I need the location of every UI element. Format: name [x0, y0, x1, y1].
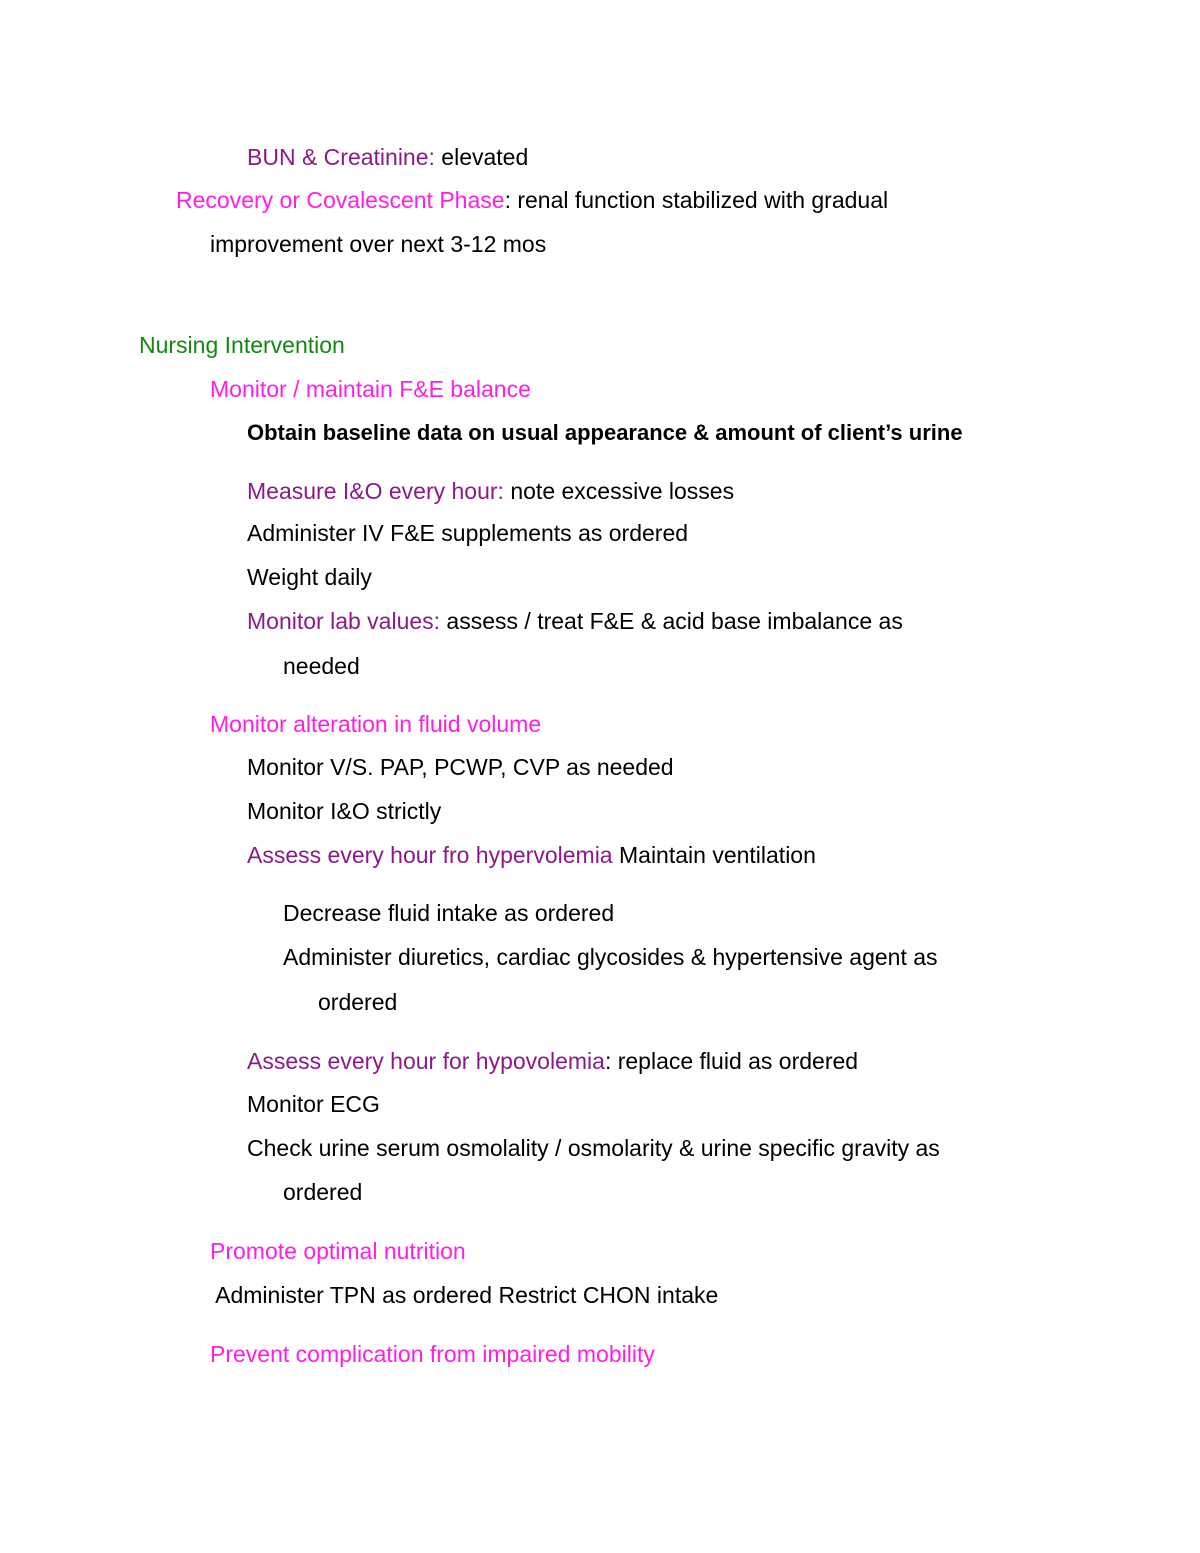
administer-diuretics-continuation: ordered [318, 989, 398, 1015]
recovery-phase-label: Recovery or Covalescent Phase [176, 187, 505, 213]
lab-values-continuation: needed [283, 653, 360, 679]
fe-balance-heading: Monitor / maintain F&E balance [210, 376, 531, 402]
measure-io-line [247, 476, 734, 506]
lab-values-text: assess / treat F&E & acid base imbalance as [440, 608, 903, 634]
hypervolemia-label: Assess every hour fro hypervolemia [247, 842, 613, 868]
measure-io-label: Measure I&O every hour: [247, 478, 504, 504]
impaired-mobility-heading: Prevent complication from impaired mobility [210, 1341, 655, 1367]
hypervolemia-line [247, 840, 816, 870]
lab-values-label: Monitor lab values: [247, 608, 441, 634]
nursing-intervention-heading: Nursing Intervention [139, 332, 345, 358]
administer-diuretics-line: Administer diuretics, cardiac glycosides & hypertensive agent as [283, 944, 938, 970]
iv-fe-supplements-line: Administer IV F&E supplements as ordered [247, 520, 689, 546]
io-strictly-line: Monitor I&O strictly [247, 798, 442, 824]
monitor-ecg-line: Monitor ECG [247, 1091, 380, 1117]
bun-creatinine-text: elevated [434, 144, 529, 170]
bun-creatinine-label: BUN & Creatinine: [247, 144, 435, 170]
hypovolemia-text: : replace fluid as ordered [604, 1048, 859, 1074]
weight-daily-line: Weight daily [247, 564, 372, 590]
baseline-data-line: Obtain baseline data on usual appearance & amount of client’s urine [247, 420, 963, 445]
monitor-vs-line: Monitor V/S. PAP, PCWP, CVP as needed [247, 754, 674, 780]
decrease-fluid-line: Decrease fluid intake as ordered [283, 900, 615, 926]
measure-io-text: note excessive losses [503, 478, 735, 504]
hypervolemia-text: Maintain ventilation [612, 842, 816, 868]
recovery-phase-continuation: improvement over next 3-12 mos [210, 231, 547, 257]
fluid-volume-heading: Monitor alteration in fluid volume [210, 711, 542, 737]
hypovolemia-line [247, 1046, 858, 1076]
bun-creatinine-line [247, 142, 528, 172]
lab-values-line [247, 606, 903, 636]
recovery-phase-text: : renal function stabilized with gradual [504, 187, 889, 213]
hypovolemia-label: Assess every hour for hypovolemia [247, 1048, 605, 1074]
urine-osmolality-continuation: ordered [283, 1179, 363, 1205]
urine-osmolality-line: Check urine serum osmolality / osmolarity & urine specific gravity as [247, 1135, 940, 1161]
optimal-nutrition-heading: Promote optimal nutrition [210, 1238, 466, 1264]
administer-tpn-line: Administer TPN as ordered Restrict CHON intake [210, 1282, 719, 1308]
recovery-phase-line [176, 185, 888, 215]
